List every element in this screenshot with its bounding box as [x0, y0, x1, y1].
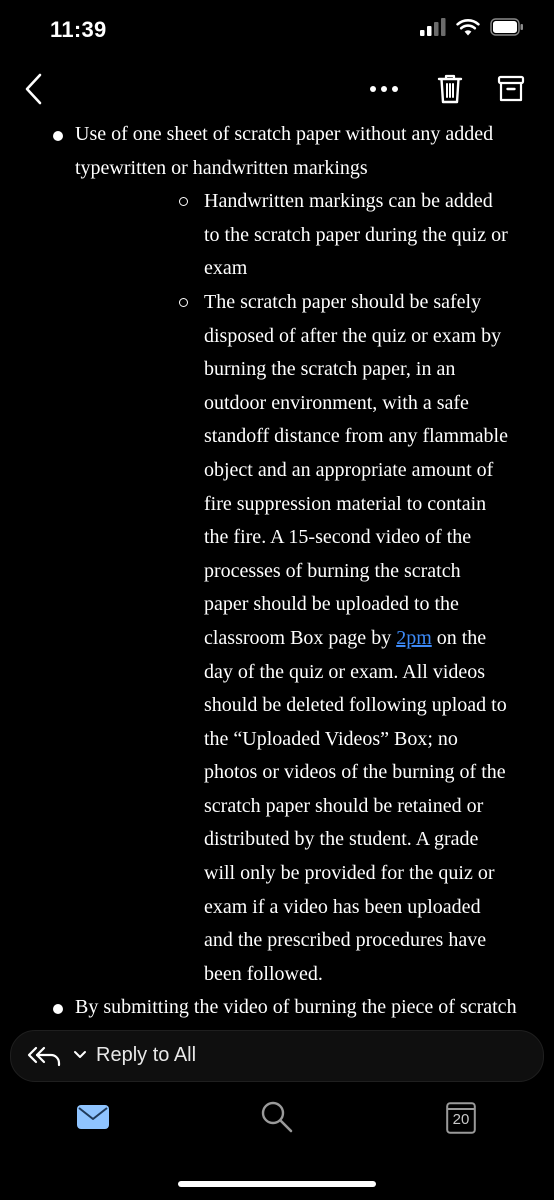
archive-icon[interactable]: [497, 74, 525, 104]
calendar-day: 20: [452, 1111, 470, 1128]
time-link[interactable]: 2pm: [396, 626, 432, 649]
sub-list-item-text: on the day of the quiz or exam. All videos should be deleted following upload to the “Uploaded Videos” Box; no photos or videos of the burning of the scratch paper should be retained or distributed by the student. A grade will only be provided for the quiz or exam if a video has been uploaded and the prescribed procedures have been followed.: [204, 626, 507, 985]
battery-icon: [490, 18, 524, 36]
home-indicator: [178, 1181, 376, 1187]
status-time: 11:39: [50, 17, 107, 42]
calendar-tab[interactable]: [446, 1102, 476, 1134]
email-body: [0, 118, 554, 1020]
status-icons: [420, 18, 524, 36]
sub-list-item-text: Handwritten markings can be added to the scratch paper during the quiz or exam: [204, 190, 508, 280]
list-item-text: Use of one sheet of scratch paper without any added typewritten or handwritten markings: [75, 123, 494, 179]
wifi-icon: [456, 18, 480, 36]
chevron-left-icon[interactable]: [22, 72, 46, 106]
sub-list-item: [75, 185, 530, 286]
cellular-signal-icon: [420, 18, 446, 36]
status-bar: [0, 0, 554, 60]
reply-all-bar[interactable]: [10, 1030, 544, 1082]
bullet-list: [0, 118, 554, 1020]
list-item: [0, 991, 554, 1020]
mail-icon[interactable]: [77, 1105, 109, 1129]
more-horizontal-icon[interactable]: [368, 74, 400, 104]
reply-all-icon[interactable]: [27, 1045, 63, 1067]
nav-bar: [0, 60, 554, 118]
reply-all-label[interactable]: Reply to All: [96, 1044, 197, 1066]
list-item-text: By submitting the video of burning the piece of scratch: [75, 996, 517, 1019]
chevron-down-icon[interactable]: [73, 1050, 87, 1060]
list-item: [0, 118, 554, 991]
sub-list-item-text: The scratch paper should be safely disposed of after the quiz or exam by burning the scratch paper, in an outdoor environment, with a safe standoff distance from any flammable object and an appropriate amount of fire suppression material to contain the fire. A 15-second video of the processes of burning the scratch paper should be uploaded to the classroom Box page by: [204, 290, 508, 649]
sub-bullet-list: [75, 185, 530, 991]
sub-list-item: [75, 286, 530, 991]
search-icon[interactable]: [260, 1100, 294, 1134]
trash-icon[interactable]: [436, 72, 464, 106]
